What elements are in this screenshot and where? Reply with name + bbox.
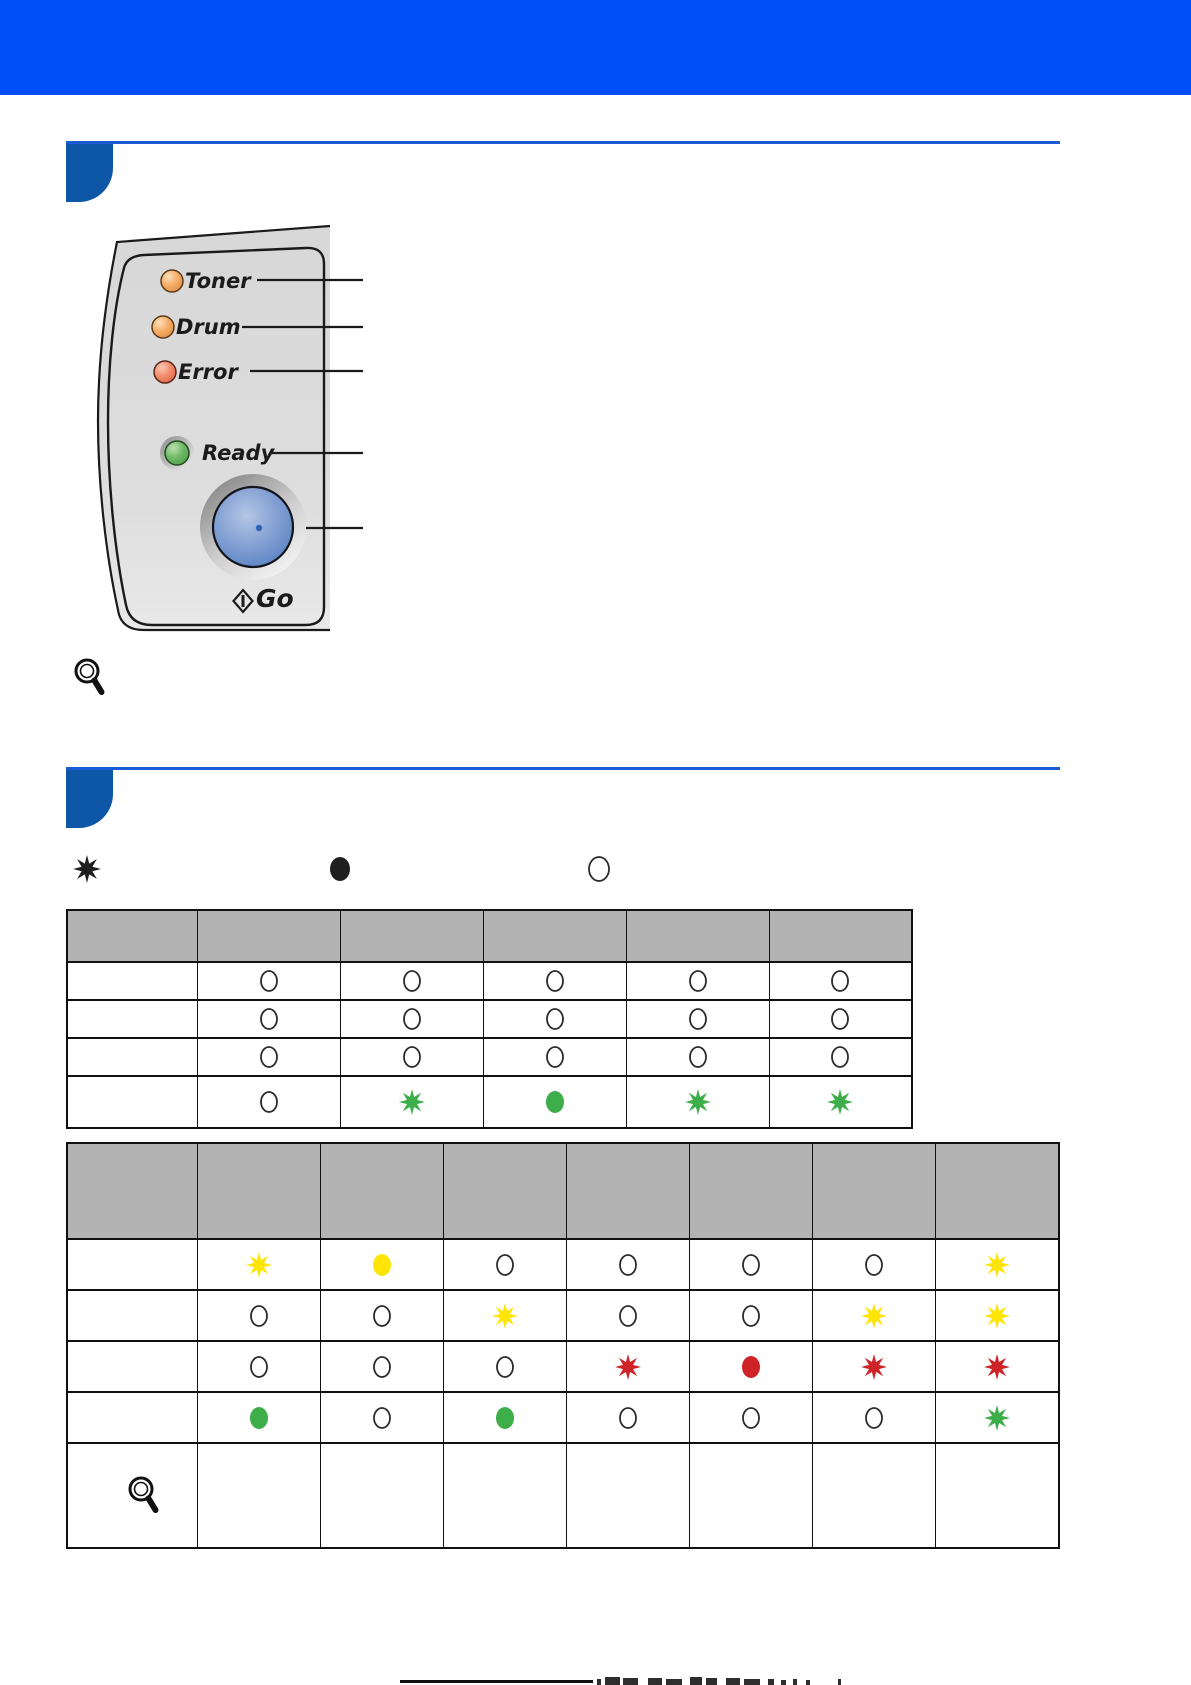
led-cell — [689, 1392, 812, 1443]
row-label-cell — [67, 1341, 197, 1392]
led-state-symbol-off — [540, 1042, 570, 1072]
row-label-cell — [67, 1038, 197, 1076]
led-cell — [340, 1000, 483, 1038]
led-cell — [935, 1290, 1059, 1341]
footer-text-fragment — [781, 1680, 786, 1685]
led-state-symbol-blink-yellow — [859, 1301, 889, 1331]
led-state-symbol-off — [825, 1004, 855, 1034]
led-cell — [197, 1290, 320, 1341]
led-state-symbol-off — [397, 1004, 427, 1034]
led-state-symbol-off — [367, 1403, 397, 1433]
led-state-symbol-on-green — [540, 1087, 570, 1117]
led-state-symbol-off — [736, 1250, 766, 1280]
row-label-cell — [67, 1392, 197, 1443]
led-state-symbol-off — [254, 1087, 284, 1117]
led-cell — [443, 1290, 566, 1341]
led-state-symbol-blink-green — [825, 1087, 855, 1117]
led-cell — [689, 1290, 812, 1341]
table-header-cell — [340, 910, 483, 962]
led-cell — [566, 1239, 689, 1290]
led-state-symbol-blink-green — [683, 1087, 713, 1117]
led-cell — [812, 1239, 935, 1290]
table-header-cell — [812, 1143, 935, 1239]
led-state-symbol-off — [254, 1042, 284, 1072]
led-cell — [769, 962, 912, 1000]
led-state-symbol-off — [859, 1250, 889, 1280]
magnifier-icon — [72, 656, 110, 702]
led-state-symbol-blink-yellow — [982, 1301, 1012, 1331]
magnifier-icon — [126, 1474, 164, 1520]
table-row — [67, 962, 912, 1000]
top-banner — [0, 0, 1191, 95]
led-cell — [935, 1341, 1059, 1392]
table-header-cell — [67, 1143, 197, 1239]
led-cell — [443, 1239, 566, 1290]
table-header-cell — [67, 910, 197, 962]
footer-text-fragment — [806, 1680, 810, 1685]
table-header-cell — [443, 1143, 566, 1239]
led-cell — [340, 1076, 483, 1128]
error-led — [154, 361, 176, 383]
led-state-symbol-off — [582, 852, 616, 886]
led-state-symbol-blink-green — [982, 1403, 1012, 1433]
table-header-cell — [626, 910, 769, 962]
section-1-rule — [66, 141, 1060, 144]
led-state-symbol-blink-red — [613, 1352, 643, 1382]
footer-text-fragment — [793, 1679, 797, 1685]
drum-led — [152, 316, 174, 338]
led-state-symbol-off — [825, 1042, 855, 1072]
footer-text-fragment — [838, 1679, 841, 1685]
led-cell — [443, 1341, 566, 1392]
row-label-cell — [67, 962, 197, 1000]
led-cell — [320, 1443, 443, 1548]
led-state-symbol-off — [683, 1004, 713, 1034]
led-state-symbol-off — [613, 1403, 643, 1433]
led-cell — [320, 1392, 443, 1443]
table-row — [67, 1443, 1059, 1548]
go-button — [213, 487, 293, 567]
led-cell — [689, 1443, 812, 1548]
led-state-symbol-off — [254, 1004, 284, 1034]
section-2-tab — [66, 770, 113, 828]
toner-led — [161, 270, 183, 292]
led-state-symbol-on-red — [736, 1352, 766, 1382]
led-legend — [66, 850, 686, 888]
table2-grid — [66, 1142, 1060, 1549]
led-cell — [769, 1076, 912, 1128]
led-state-symbol-blink-yellow — [490, 1301, 520, 1331]
led-cell — [626, 962, 769, 1000]
table-row — [67, 1076, 912, 1128]
led-state-symbol-on-green — [244, 1403, 274, 1433]
footer-text-fragment — [706, 1678, 717, 1685]
ready-led — [165, 441, 189, 465]
table-header-cell — [197, 910, 340, 962]
led-cell — [689, 1239, 812, 1290]
go-button-dot — [256, 525, 262, 531]
led-state-symbol-on-yellow — [367, 1250, 397, 1280]
footer-text-fragment — [690, 1677, 702, 1685]
led-state-symbol-blink-red — [982, 1352, 1012, 1382]
footer-text-fragment — [768, 1679, 774, 1685]
led-cell — [197, 1038, 340, 1076]
led-cell — [935, 1392, 1059, 1443]
footer-text-fragment — [666, 1679, 682, 1685]
table-row — [67, 1341, 1059, 1392]
led-cell — [197, 1239, 320, 1290]
table-row — [67, 1239, 1059, 1290]
table-header-cell — [935, 1143, 1059, 1239]
footer-text-fragment — [597, 1679, 601, 1685]
footer-rule — [400, 1680, 593, 1683]
table-header-cell — [197, 1143, 320, 1239]
table-header-cell — [769, 910, 912, 962]
led-cell — [566, 1341, 689, 1392]
footer-text-fragment — [648, 1678, 662, 1685]
led-cell — [320, 1290, 443, 1341]
led-cell — [320, 1341, 443, 1392]
table-row — [67, 1038, 912, 1076]
row-label-cell — [67, 1443, 197, 1548]
led-cell — [197, 1000, 340, 1038]
led-state-symbol-off — [254, 966, 284, 996]
led-cell — [197, 1392, 320, 1443]
led-cell — [320, 1239, 443, 1290]
led-cell — [689, 1341, 812, 1392]
table-header-cell — [566, 1143, 689, 1239]
led-state-symbol-off — [613, 1250, 643, 1280]
led-cell — [197, 1443, 320, 1548]
legend-symbol-blink-black — [70, 852, 104, 886]
row-label-cell — [67, 1076, 197, 1128]
footer-text-fragment — [726, 1678, 740, 1685]
led-cell — [197, 962, 340, 1000]
magnifier-note-icon — [72, 656, 112, 704]
error-label: Error — [178, 360, 238, 384]
led-state-symbol-off — [683, 1042, 713, 1072]
row-label-cell — [67, 1290, 197, 1341]
led-cell — [935, 1443, 1059, 1548]
table1-grid — [66, 909, 913, 1129]
footer-text-fragment — [623, 1678, 638, 1685]
led-cell — [812, 1392, 935, 1443]
row-label-cell — [67, 1239, 197, 1290]
led-cell — [812, 1341, 935, 1392]
led-state-symbol-blink-red — [859, 1352, 889, 1382]
led-state-symbol-on-black — [323, 852, 357, 886]
go-label: Go — [256, 584, 294, 613]
legend-symbol-off — [582, 852, 616, 886]
led-state-symbol-off — [397, 966, 427, 996]
led-cell — [443, 1392, 566, 1443]
led-state-symbol-off — [244, 1352, 274, 1382]
led-state-symbol-off — [490, 1352, 520, 1382]
led-cell — [566, 1392, 689, 1443]
footer-text-fragment — [744, 1679, 760, 1685]
led-state-symbol-blink-green — [397, 1087, 427, 1117]
led-cell — [483, 1076, 626, 1128]
section-1-tab — [66, 144, 113, 202]
led-state-symbol-off — [859, 1403, 889, 1433]
table-row — [67, 1290, 1059, 1341]
led-state-symbol-off — [367, 1352, 397, 1382]
led-cell — [812, 1290, 935, 1341]
led-state-symbol-blink-black — [70, 852, 104, 886]
led-state-symbol-off — [736, 1403, 766, 1433]
led-cell — [812, 1443, 935, 1548]
led-cell — [483, 1038, 626, 1076]
led-cell — [935, 1239, 1059, 1290]
led-cell — [483, 962, 626, 1000]
led-cell — [340, 1038, 483, 1076]
drum-label: Drum — [176, 315, 241, 339]
led-state-symbol-off — [613, 1301, 643, 1331]
led-cell — [340, 962, 483, 1000]
led-state-symbol-off — [683, 966, 713, 996]
led-cell — [483, 1000, 626, 1038]
led-state-symbol-on-green — [490, 1403, 520, 1433]
led-table-1 — [66, 909, 913, 1129]
table-header-cell — [483, 910, 626, 962]
led-table-2 — [66, 1142, 1060, 1549]
led-state-symbol-off — [244, 1301, 274, 1331]
led-state-symbol-off — [490, 1250, 520, 1280]
led-cell — [769, 1000, 912, 1038]
led-cell — [626, 1000, 769, 1038]
led-cell — [197, 1076, 340, 1128]
led-state-symbol-off — [540, 966, 570, 996]
table-row — [67, 1000, 912, 1038]
table-row — [67, 1392, 1059, 1443]
led-cell — [626, 1076, 769, 1128]
led-cell — [769, 1038, 912, 1076]
footer-text-fragment — [605, 1677, 620, 1685]
led-cell — [566, 1443, 689, 1548]
led-cell — [566, 1290, 689, 1341]
led-state-symbol-off — [825, 966, 855, 996]
led-state-symbol-blink-yellow — [244, 1250, 274, 1280]
table-header-cell — [320, 1143, 443, 1239]
led-state-symbol-blink-yellow — [982, 1250, 1012, 1280]
led-state-symbol-off — [736, 1301, 766, 1331]
led-state-symbol-off — [397, 1042, 427, 1072]
led-cell — [626, 1038, 769, 1076]
led-cell — [443, 1443, 566, 1548]
toner-label: Toner — [185, 269, 251, 293]
table-header-cell — [689, 1143, 812, 1239]
section-2-rule — [66, 767, 1060, 770]
ready-label: Ready — [202, 441, 275, 465]
legend-symbol-on-black — [323, 852, 357, 886]
row-label-cell — [67, 1000, 197, 1038]
led-state-symbol-off — [540, 1004, 570, 1034]
led-cell — [197, 1341, 320, 1392]
led-state-symbol-off — [367, 1301, 397, 1331]
